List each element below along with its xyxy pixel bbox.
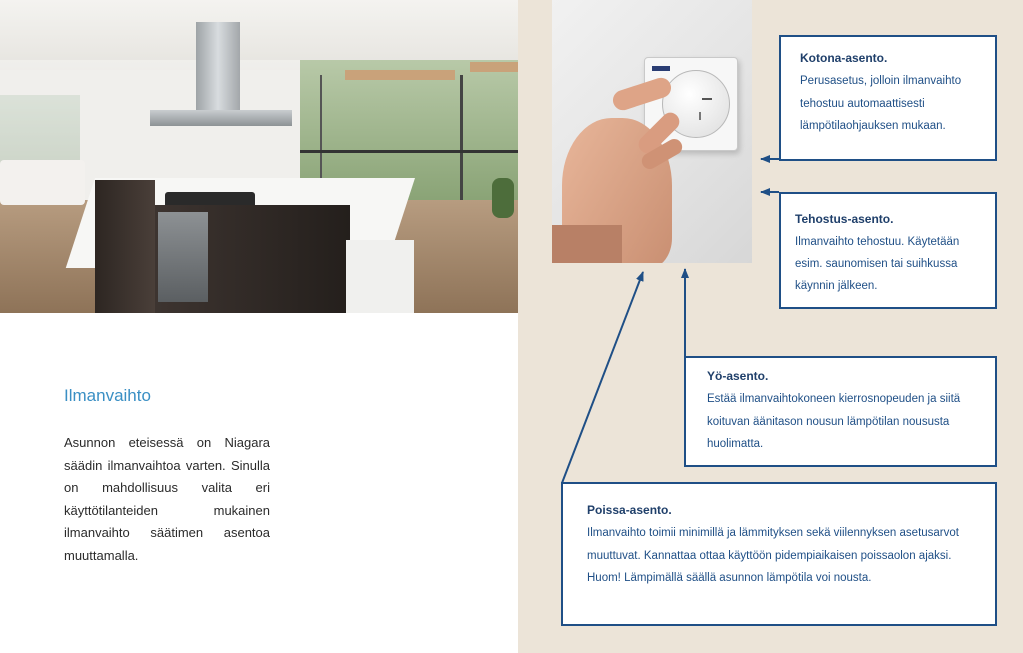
callout-text: Estää ilmanvaihtokoneen kierrosnopeuden ja siitä koituvan äänitason nousun lämpötilan noususta huolimatta. bbox=[707, 393, 961, 450]
callout-poissa bbox=[561, 482, 997, 626]
callout-note: Huom! Lämpimällä säällä asunnon lämpötila voi nousta. bbox=[587, 572, 872, 584]
callout-kotona bbox=[779, 35, 997, 161]
callout-text: Ilmanvaihto tehostuu. Käytetään esim. saunomisen tai suihkussa käynnin jälkeen. bbox=[795, 236, 960, 292]
callout-title: Kotona-asento. bbox=[800, 51, 888, 65]
callout-title: Poissa-asento. bbox=[587, 503, 672, 517]
callout-text: Perusasetus, jolloin ilmanvaihto tehostuu automaattisesti lämpötilaohjauksen mukaan. bbox=[800, 75, 962, 132]
section-body: Asunnon eteisessä on Niagara säädin ilmanvaihtoa varten. Sinulla on mahdollisuus valita eri käyttötilanteiden mukainen ilmanvaihto säätimen asentoa muuttamalla. bbox=[64, 435, 270, 563]
callout-title: Yö-asento. bbox=[707, 369, 769, 383]
callout-title: Tehostus-asento. bbox=[795, 212, 894, 226]
thermostat-photo bbox=[552, 0, 752, 263]
callout-tehostus bbox=[779, 192, 997, 309]
callout-yo bbox=[684, 356, 997, 467]
kitchen-photo bbox=[0, 0, 518, 313]
callout-text: Ilmanvaihto toimii minimillä ja lämmityksen sekä viilennyksen asetusarvot muuttuvat. Kannattaa ottaa käyttöön pidempiaikaisen poissaolon ajaksi. bbox=[587, 527, 959, 562]
section-heading: Ilmanvaihto bbox=[64, 386, 151, 405]
